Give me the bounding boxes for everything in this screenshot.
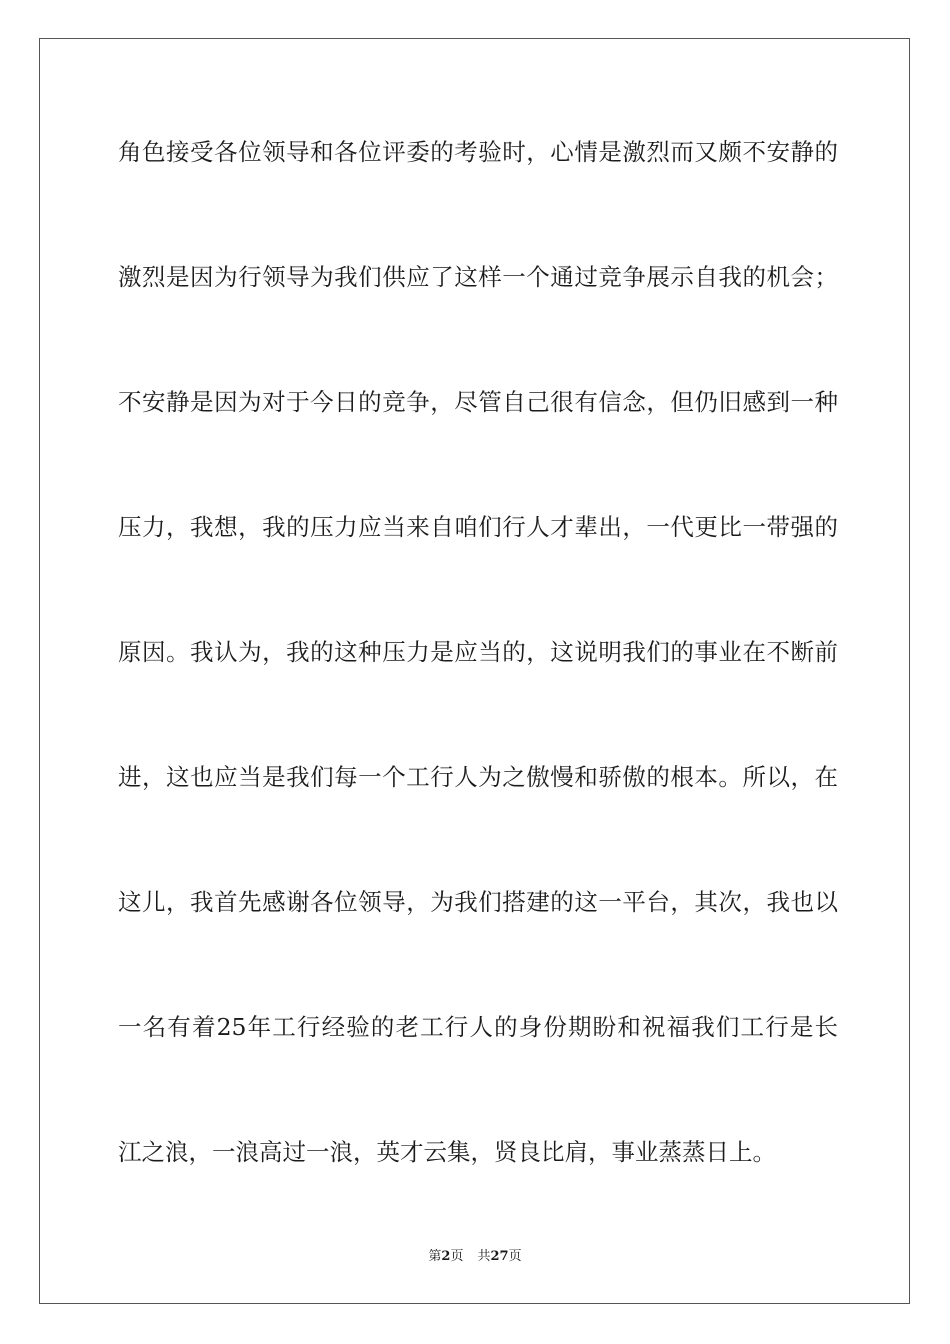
page-suffix: 页 <box>450 1249 464 1264</box>
body-line-2: 激烈是因为行领导为我们供应了这样一个通过竞争展示自我的机会； <box>118 263 838 291</box>
body-line-7: 这儿，我首先感谢各位领导，为我们搭建的这一平台，其次，我也以 <box>118 888 838 916</box>
page-footer <box>0 1248 950 1266</box>
body-line-4: 压力，我想，我的压力应当来自咱们行人才辈出，一代更比一带强的 <box>118 513 838 541</box>
page-prefix: 第 <box>428 1249 442 1264</box>
total-suffix: 页 <box>508 1249 522 1264</box>
body-line-9: 江之浪，一浪高过一浪，英才云集，贤良比肩，事业蒸蒸日上。 <box>118 1138 776 1166</box>
page-current: 2 <box>441 1249 451 1264</box>
body-line-8: 一名有着25年工行经验的老工行人的身份期盼和祝福我们工行是长 <box>118 1013 838 1041</box>
page-total: 27 <box>490 1249 509 1264</box>
total-prefix: 共 <box>477 1249 491 1264</box>
page-frame <box>39 38 910 1304</box>
body-line-6: 进，这也应当是我们每一个工行人为之傲慢和骄傲的根本。所以，在 <box>118 763 838 791</box>
body-line-3: 不安静是因为对于今日的竞争，尽管自己很有信念，但仍旧感到一种 <box>118 388 838 416</box>
body-line-5: 原因。我认为，我的这种压力是应当的，这说明我们的事业在不断前 <box>118 638 838 666</box>
body-line-1: 角色接受各位领导和各位评委的考验时，心情是激烈而又颇不安静的 <box>118 138 838 166</box>
